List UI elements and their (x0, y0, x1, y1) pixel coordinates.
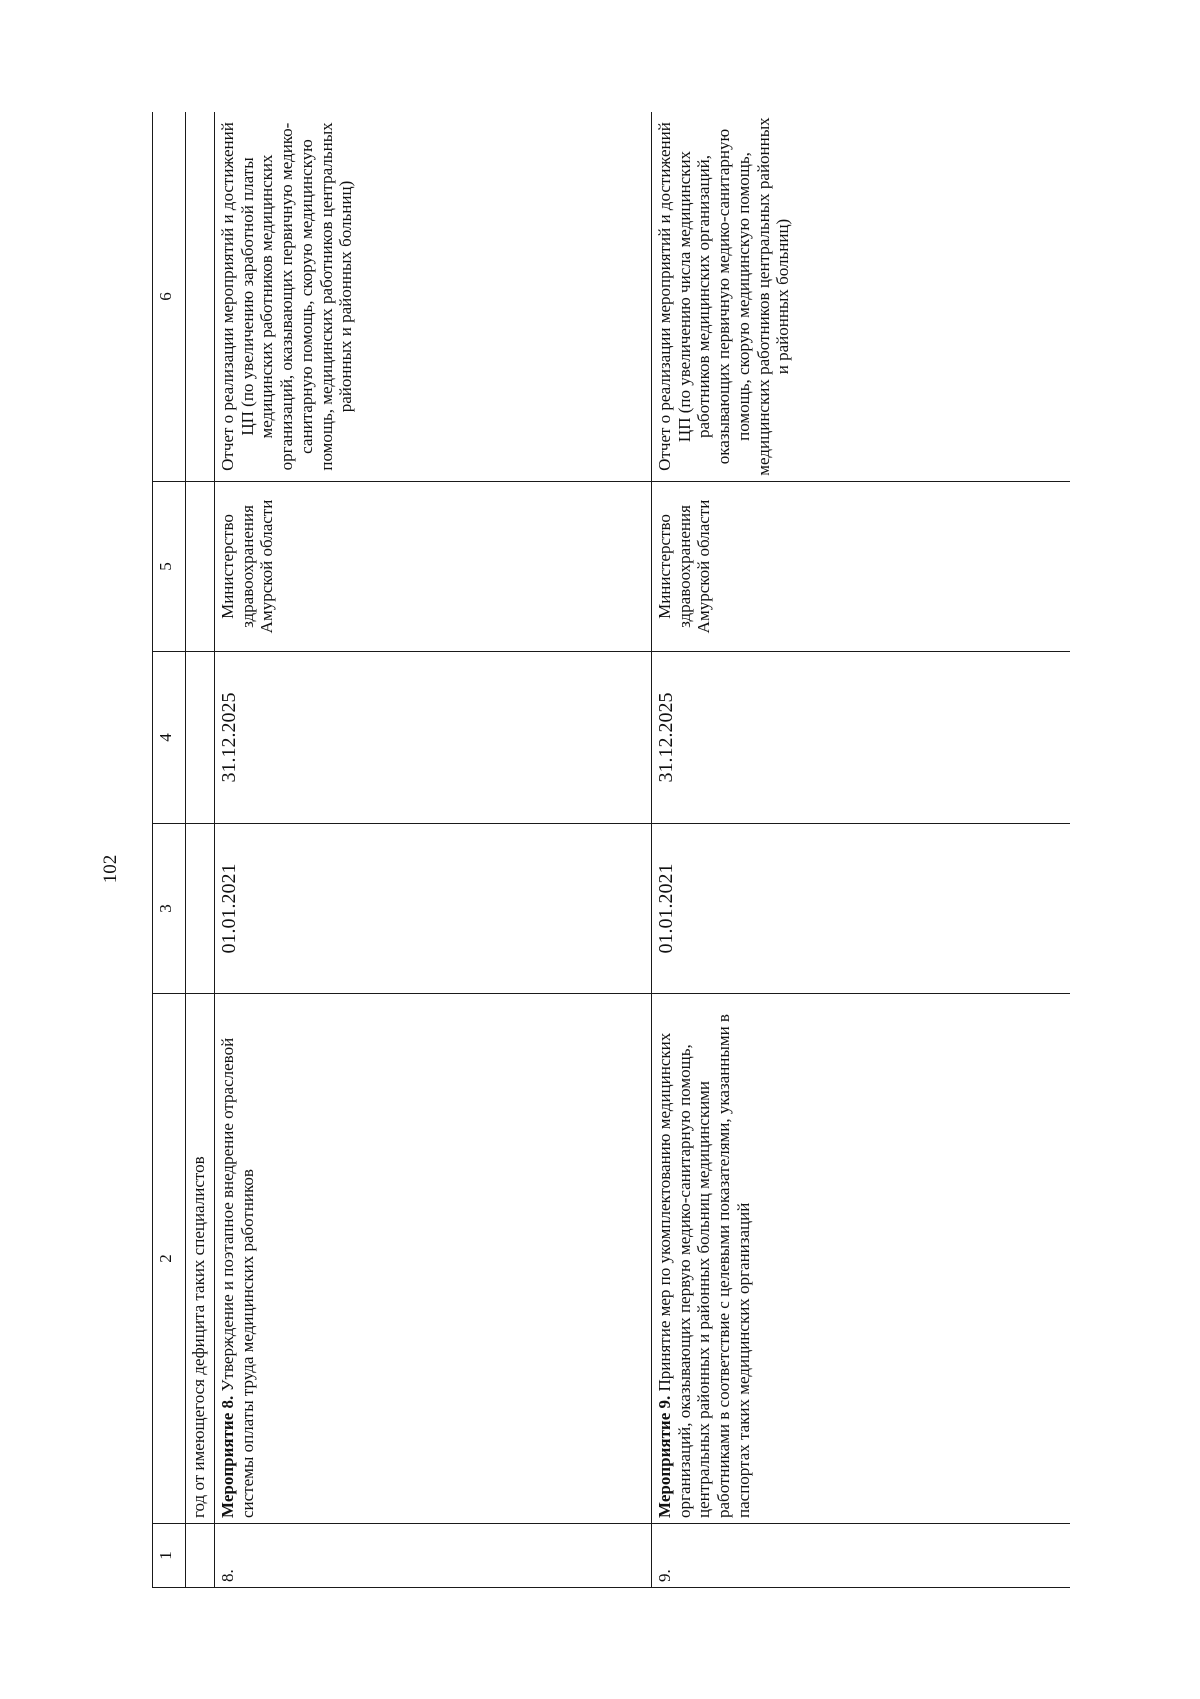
table-row (652, 112, 1071, 1588)
column-number-3: 3 (153, 824, 186, 994)
column-number-2: 2 (153, 994, 186, 1524)
column-number-5: 5 (153, 482, 186, 652)
rotated-table-viewport (152, 112, 1070, 1588)
continuation-empty-cell (186, 824, 215, 994)
continuation-text: год от имеющегося дефицита таких специалистов (186, 994, 215, 1524)
measure-description (652, 994, 1071, 1524)
rotated-table-frame (152, 112, 1070, 1588)
row-number: 9. (652, 1524, 1071, 1588)
column-number-6: 6 (153, 112, 186, 482)
measure-text: Принятие мер по укомплектованию медицинских организаций, оказывающих первую медико-санитарную помощь, центральных районных и районных больниц медицинскими работниками в соответствие с целевыми показателями, указанными в паспортах таких медицинских организаций (655, 1014, 753, 1518)
continuation-empty-cell (186, 652, 215, 824)
result-report: Отчет о реализации мероприятий и достижений ЦП (по увеличению заработной платы медицинских работников медицинских организаций, оказывающих первичную медико-санитарную помощь, скорую медицинскую помощь, медицинских работников центральных районных и районных больниц) (215, 112, 652, 482)
start-date: 01.01.2021 (215, 824, 652, 994)
page-number: 102 (100, 854, 121, 884)
measures-table (152, 112, 1070, 1588)
column-number-4: 4 (153, 652, 186, 824)
end-date: 31.12.2025 (215, 652, 652, 824)
continuation-row (186, 112, 215, 1588)
result-report: Отчет о реализации мероприятий и достижений ЦП (по увеличению числа медицинских работников медицинских организаций, оказывающих первичную медико-санитарную помощь, скорую медицинскую помощь, медицинских работников центральных районных и районных больниц) (652, 112, 1071, 482)
row-number: 8. (215, 1524, 652, 1588)
executor: Министерство здравоохранения Амурской области (215, 482, 652, 652)
continuation-empty-cell (186, 1524, 215, 1588)
measure-description (215, 994, 652, 1524)
continuation-empty-cell (186, 482, 215, 652)
measure-title: Мероприятие 8. (218, 1395, 237, 1518)
start-date: 01.01.2021 (652, 824, 1071, 994)
table-row (215, 112, 652, 1588)
measure-text: Утверждение и поэтапное внедрение отраслевой системы оплаты труда медицинских работников (218, 1037, 257, 1518)
end-date: 31.12.2025 (652, 652, 1071, 824)
column-number-1: 1 (153, 1524, 186, 1588)
executor: Министерство здравоохранения Амурской области (652, 482, 1071, 652)
column-number-row (153, 112, 186, 1588)
measure-title: Мероприятие 9. (655, 1395, 674, 1518)
continuation-empty-cell (186, 112, 215, 482)
